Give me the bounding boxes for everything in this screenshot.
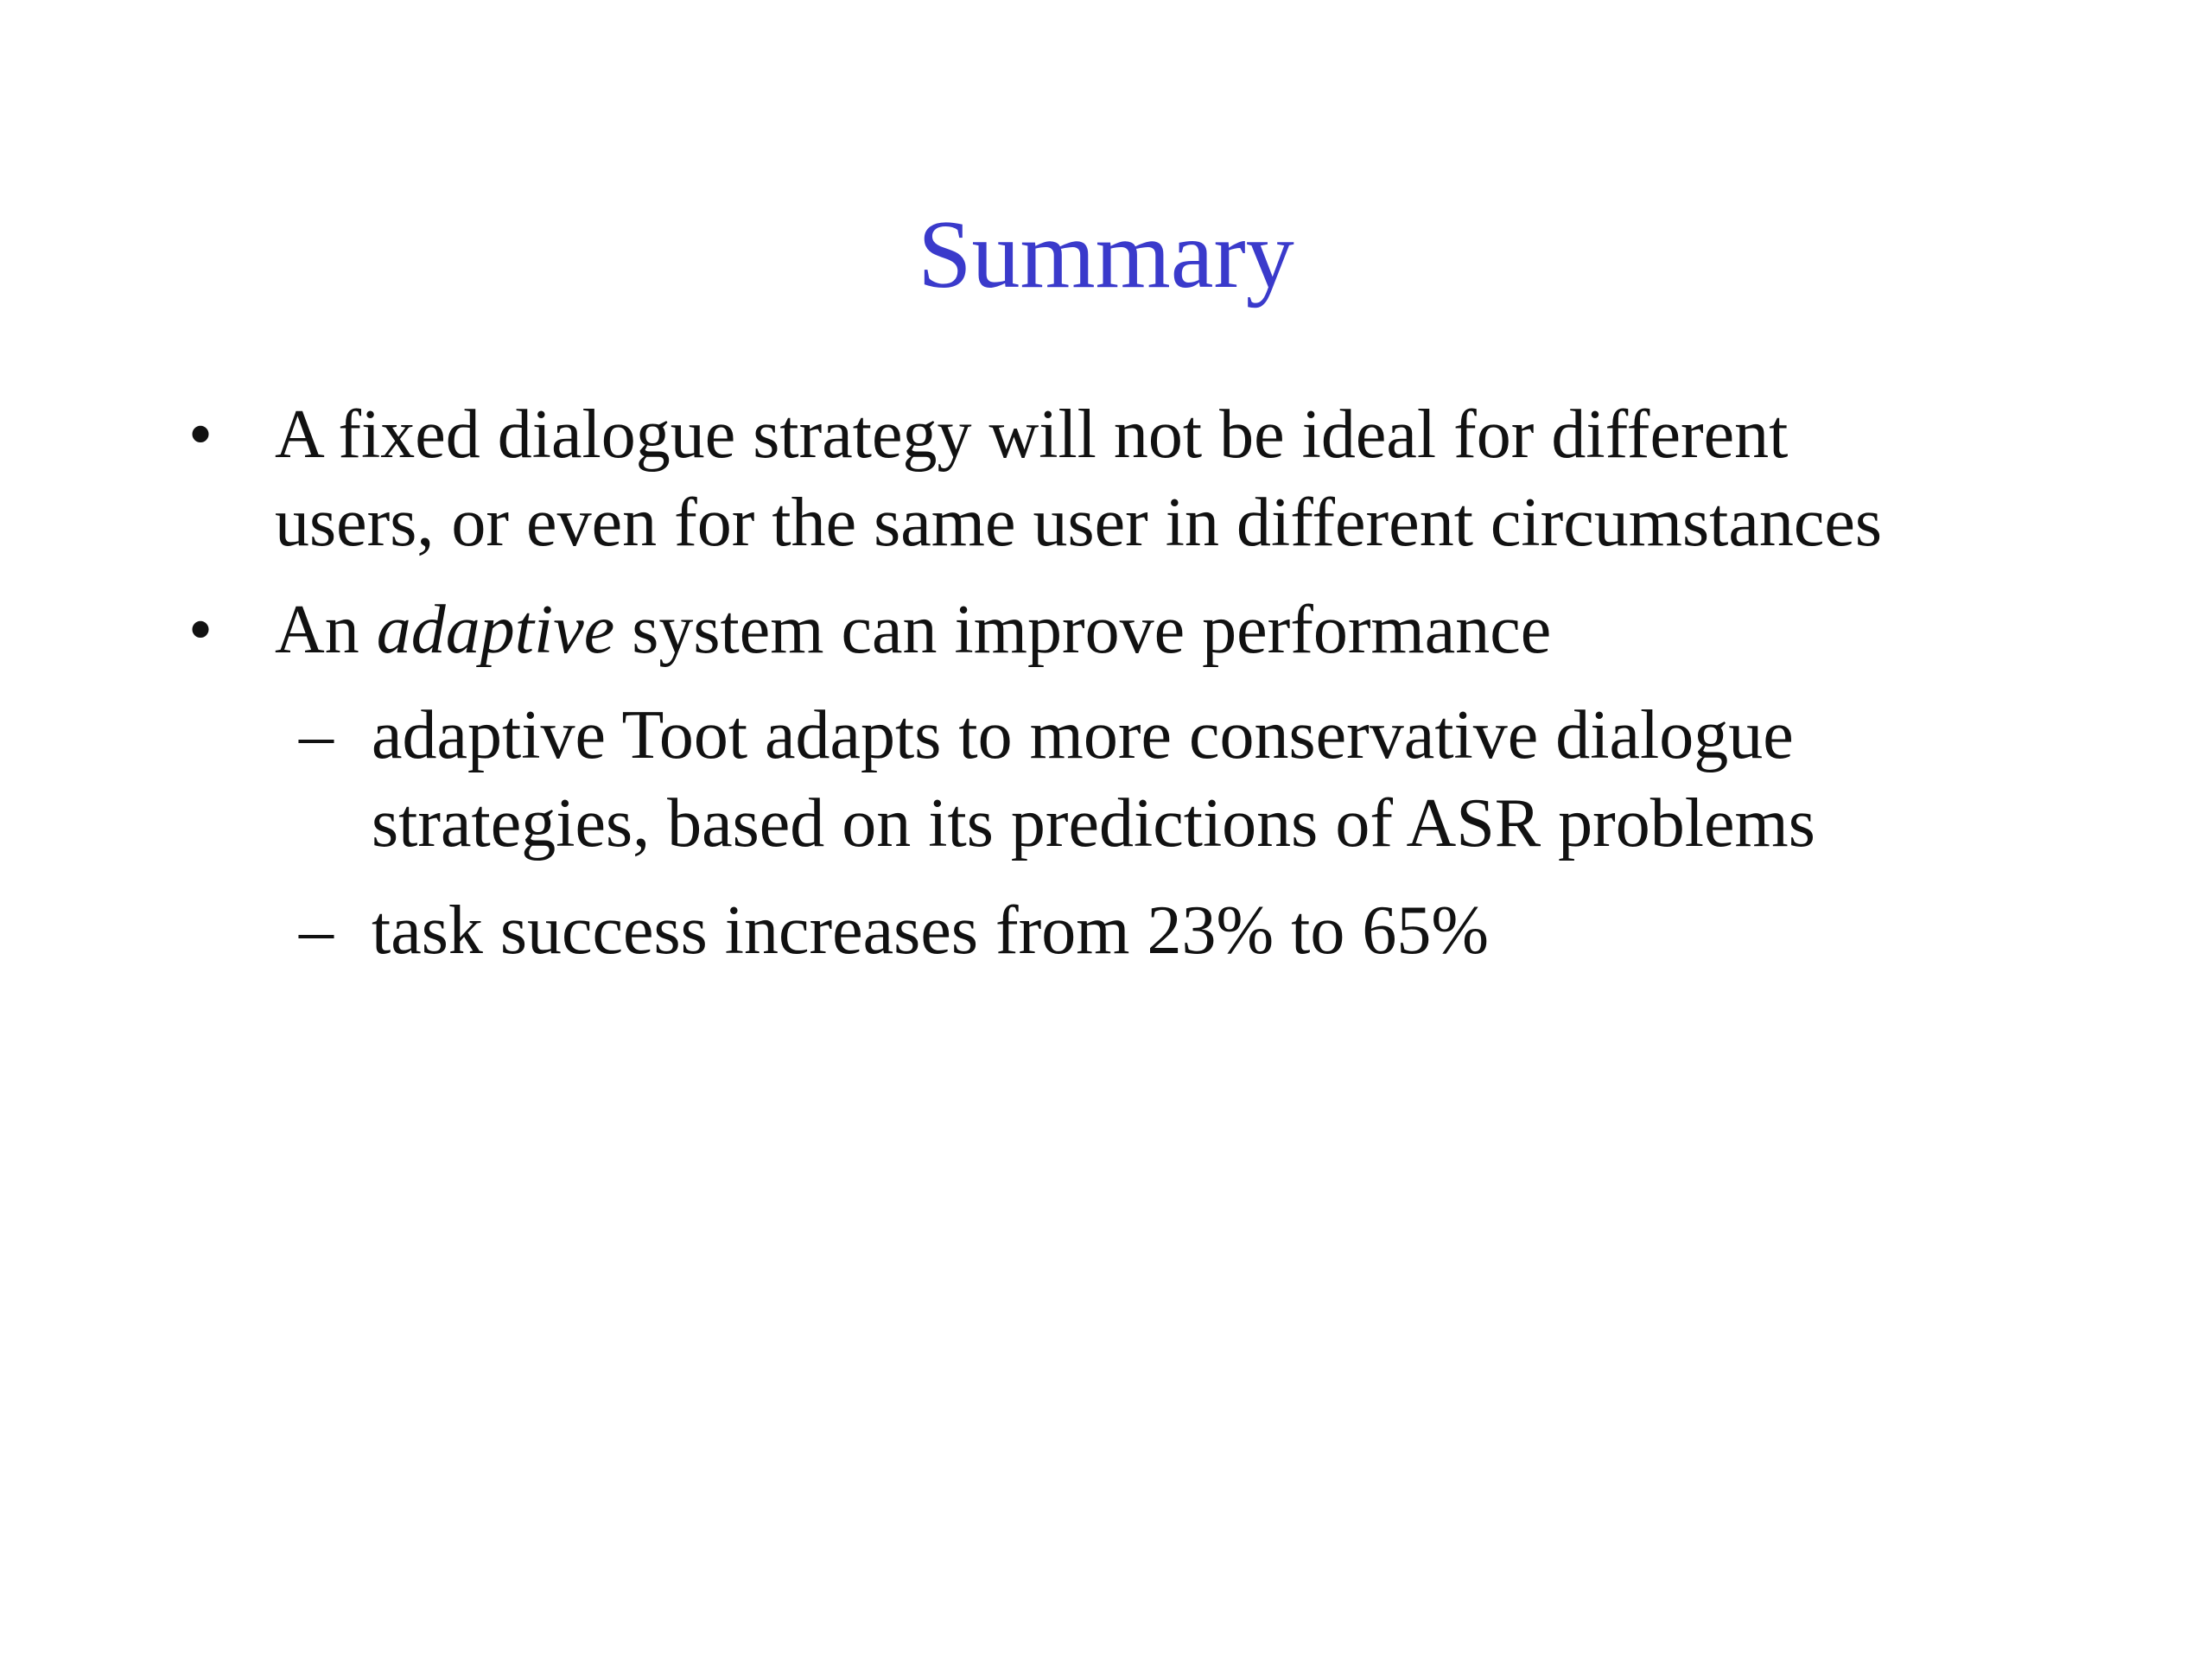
bullet-text-line: users, or even for the same user in different circumstances (275, 485, 1883, 561)
subitem-marker: – (299, 893, 334, 969)
subitem-marker: – (299, 697, 334, 773)
subitem-text-line: task success increases from 23% to 65% (372, 893, 1489, 969)
bullet-text-emphasis: adaptive (376, 592, 615, 668)
subitem (372, 887, 1489, 975)
subitem-text-line: strategies, based on its predictions of ASR problems (372, 785, 1815, 861)
bullet-item (275, 586, 1551, 674)
subitem-text-line: adaptive Toot adapts to more conservative dialogue (372, 697, 1794, 773)
bullet-text-prefix: An (275, 592, 377, 668)
bullet-text-suffix: system can improve performance (614, 592, 1552, 668)
bullet-item (275, 391, 1882, 567)
slide-title: Summary (918, 201, 1294, 308)
bullet-marker: • (188, 397, 213, 473)
subitem (372, 691, 1815, 868)
bullet-marker: • (188, 592, 213, 668)
bullet-text-line: A fixed dialogue strategy will not be ideal for different (275, 397, 1789, 473)
